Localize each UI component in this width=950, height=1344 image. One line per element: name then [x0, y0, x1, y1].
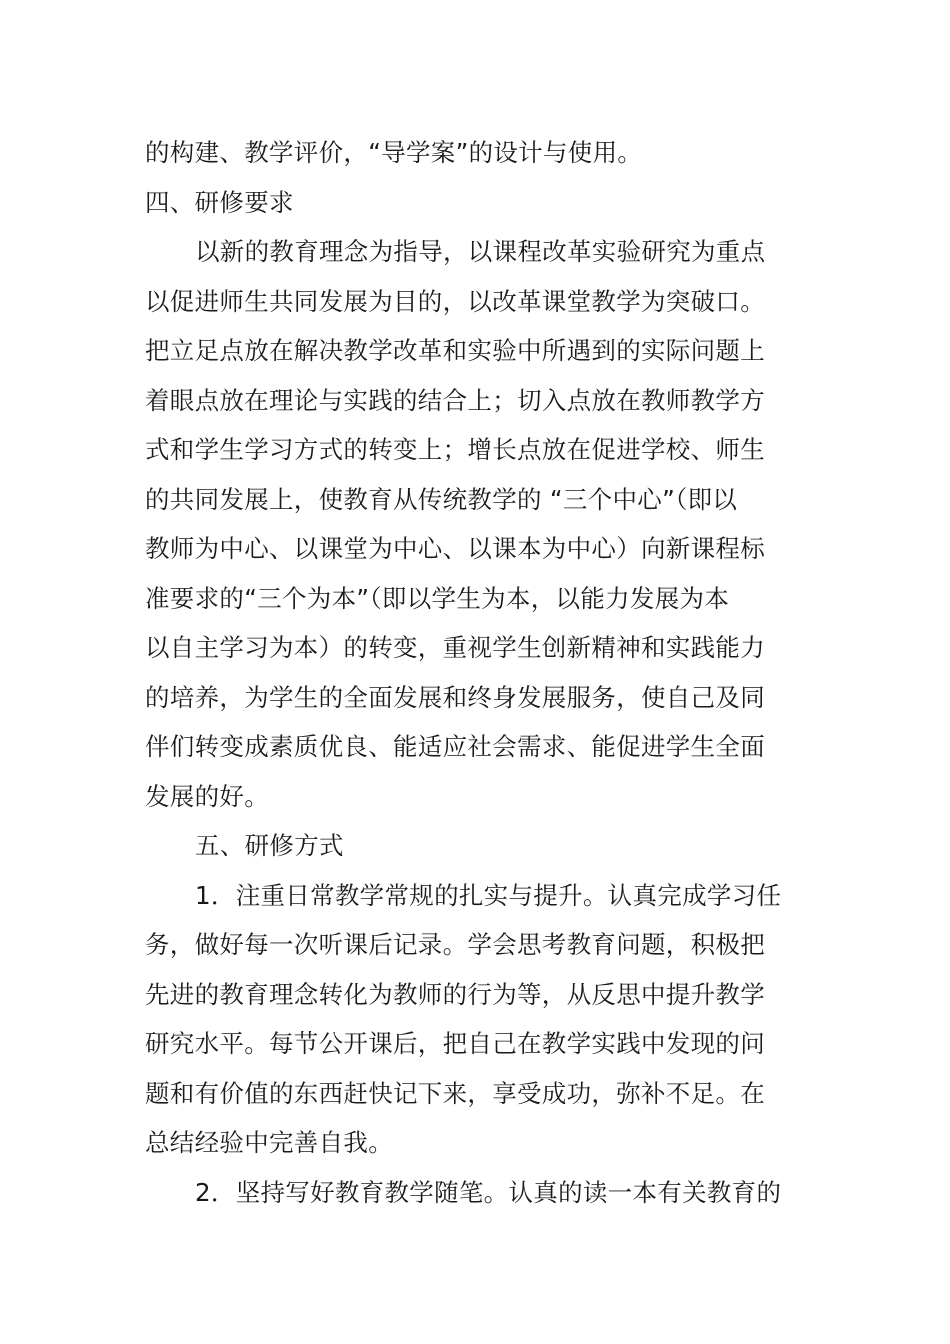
text-line-7: 式和学生学习方式的转变上；增长点放在促进学校、师生	[145, 435, 765, 464]
text-line-19: 研究水平。每节公开课后，把自己在教学实践中发现的问	[145, 1029, 765, 1058]
text-line-3: 以新的教育理念为指导，以课程改革实验研究为重点	[195, 237, 766, 266]
text-line-16: 1．注重日常教学常规的扎实与提升。认真完成学习任	[195, 880, 782, 910]
text-line-8: 的共同发展上，使教育从传统教学的 “三个中心”（即以	[145, 484, 738, 514]
text-line-21: 总结经验中完善自我。	[145, 1128, 393, 1157]
text-line-18: 先进的教育理念转化为教师的行为等，从反思中提升教学	[145, 979, 765, 1009]
text-line-10: 准要求的“三个为本”（即以学生为本，以能力发展为本	[145, 583, 730, 613]
text-line-4: 以促进师生共同发展为目的，以改革课堂教学为突破口。	[145, 286, 765, 316]
text-line-14: 发展的好。	[145, 781, 269, 811]
text-line-22: 2．坚持写好教育教学随笔。认真的读一本有关教育的	[195, 1177, 782, 1207]
section-heading-methods: 五、研修方式	[195, 831, 344, 860]
text-line-9: 教师为中心、以课堂为中心、以课本为中心）向新课程标	[145, 534, 765, 563]
text-line-11: 以自主学习为本）的转变，重视学生创新精神和实践能力	[145, 633, 765, 662]
text-line-5: 把立足点放在解决教学改革和实验中所遇到的实际问题上	[145, 336, 765, 365]
section-heading-requirements: 四、研修要求	[145, 187, 294, 217]
text-line-6: 着眼点放在理论与实践的结合上；切入点放在教师教学方	[145, 385, 765, 415]
text-line-12: 的培养，为学生的全面发展和终身发展服务，使自己及同	[145, 682, 765, 712]
text-line-20: 题和有价值的东西赶快记下来，享受成功，弥补不足。在	[145, 1078, 765, 1108]
text-line-13: 伴们转变成素质优良、能适应社会需求、能促进学生全面	[145, 732, 765, 761]
document-body	[145, 128, 810, 1217]
text-line-17: 务，做好每一次听课后记录。学会思考教育问题，积极把	[145, 930, 765, 959]
text-line-1: 的构建、教学评价，“导学案”的设计与使用。	[145, 138, 643, 167]
